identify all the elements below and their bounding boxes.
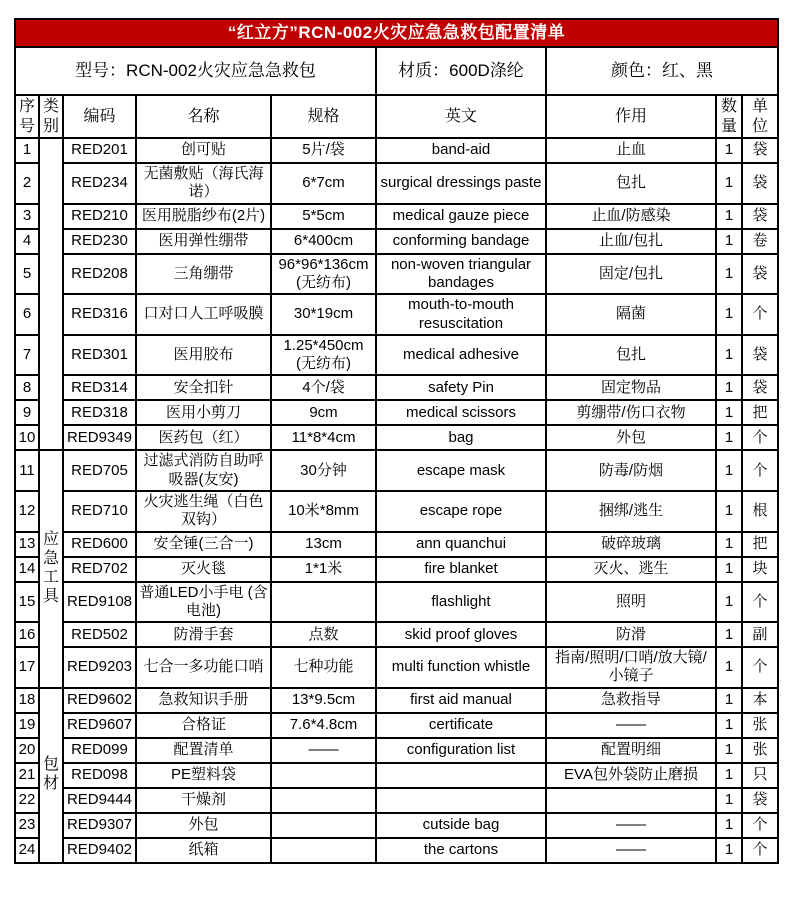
function-cell: EVA包外袋防止磨损 bbox=[546, 763, 716, 788]
spec-cell: 4个/袋 bbox=[271, 375, 376, 400]
unit-cell: 个 bbox=[742, 294, 778, 335]
table-row bbox=[15, 813, 778, 838]
code-cell: RED710 bbox=[63, 491, 136, 532]
table-row bbox=[15, 713, 778, 738]
name-cell: 七合一多功能口哨 bbox=[136, 647, 271, 688]
spec-cell bbox=[271, 788, 376, 813]
qty-cell: 1 bbox=[716, 838, 742, 863]
row-number-cell: 9 bbox=[15, 400, 39, 425]
function-cell: 剪绷带/伤口衣物 bbox=[546, 400, 716, 425]
function-cell: 包扎 bbox=[546, 163, 716, 204]
english-cell: non-woven triangular bandages bbox=[376, 254, 546, 295]
spec-cell: 七种功能 bbox=[271, 647, 376, 688]
name-cell: 防滑手套 bbox=[136, 622, 271, 647]
row-number-cell: 3 bbox=[15, 204, 39, 229]
english-cell: escape rope bbox=[376, 491, 546, 532]
table-row bbox=[15, 229, 778, 254]
english-cell bbox=[376, 788, 546, 813]
qty-cell: 1 bbox=[716, 375, 742, 400]
unit-cell: 个 bbox=[742, 450, 778, 491]
english-cell bbox=[376, 763, 546, 788]
row-number-cell: 10 bbox=[15, 425, 39, 450]
english-cell: certificate bbox=[376, 713, 546, 738]
col-header-spec: 规格 bbox=[271, 95, 376, 138]
unit-cell: 把 bbox=[742, 532, 778, 557]
code-cell: RED314 bbox=[63, 375, 136, 400]
qty-cell: 1 bbox=[716, 557, 742, 582]
function-cell: 照明 bbox=[546, 582, 716, 623]
row-number-cell: 2 bbox=[15, 163, 39, 204]
row-number-cell: 7 bbox=[15, 335, 39, 376]
qty-cell: 1 bbox=[716, 229, 742, 254]
name-cell: 合格证 bbox=[136, 713, 271, 738]
name-cell: 三角绷带 bbox=[136, 254, 271, 295]
title-row bbox=[15, 19, 778, 47]
function-cell bbox=[546, 788, 716, 813]
function-cell: —— bbox=[546, 838, 716, 863]
unit-cell: 个 bbox=[742, 647, 778, 688]
spec-cell: 6*400cm bbox=[271, 229, 376, 254]
row-number-cell: 24 bbox=[15, 838, 39, 863]
unit-cell: 袋 bbox=[742, 254, 778, 295]
function-cell: 指南/照明/口哨/放大镜/小镜子 bbox=[546, 647, 716, 688]
page-title: “红立方”RCN-002火灾应急急救包配置清单 bbox=[15, 19, 778, 47]
function-cell: 止血 bbox=[546, 138, 716, 163]
english-cell: first aid manual bbox=[376, 688, 546, 713]
spec-cell: 30分钟 bbox=[271, 450, 376, 491]
qty-cell: 1 bbox=[716, 713, 742, 738]
col-header-name: 名称 bbox=[136, 95, 271, 138]
spec-cell: 1*1米 bbox=[271, 557, 376, 582]
spec-cell: 7.6*4.8cm bbox=[271, 713, 376, 738]
english-cell: configuration list bbox=[376, 738, 546, 763]
unit-cell: 袋 bbox=[742, 163, 778, 204]
unit-cell: 个 bbox=[742, 838, 778, 863]
header-row bbox=[15, 95, 778, 138]
row-number-cell: 12 bbox=[15, 491, 39, 532]
table-row bbox=[15, 400, 778, 425]
spec-cell: 30*19cm bbox=[271, 294, 376, 335]
spec-cell bbox=[271, 763, 376, 788]
table-row bbox=[15, 622, 778, 647]
row-number-cell: 19 bbox=[15, 713, 39, 738]
english-cell: cutside bag bbox=[376, 813, 546, 838]
english-cell: fire blanket bbox=[376, 557, 546, 582]
qty-cell: 1 bbox=[716, 138, 742, 163]
function-cell: 止血/包扎 bbox=[546, 229, 716, 254]
function-cell: —— bbox=[546, 813, 716, 838]
table-row bbox=[15, 425, 778, 450]
spec-cell: —— bbox=[271, 738, 376, 763]
code-cell: RED301 bbox=[63, 335, 136, 376]
english-cell: flashlight bbox=[376, 582, 546, 623]
name-cell: 普通LED小手电 (含电池) bbox=[136, 582, 271, 623]
col-header-english: 英文 bbox=[376, 95, 546, 138]
english-cell: band-aid bbox=[376, 138, 546, 163]
qty-cell: 1 bbox=[716, 738, 742, 763]
table-row bbox=[15, 138, 778, 163]
english-cell: conforming bandage bbox=[376, 229, 546, 254]
qty-cell: 1 bbox=[716, 163, 742, 204]
table-row bbox=[15, 254, 778, 295]
code-cell: RED502 bbox=[63, 622, 136, 647]
category-cell bbox=[39, 450, 63, 687]
name-cell: 纸箱 bbox=[136, 838, 271, 863]
unit-cell: 张 bbox=[742, 713, 778, 738]
model-value: 型号：RCN-002火灾应急急救包 bbox=[15, 47, 376, 95]
table-row bbox=[15, 335, 778, 376]
unit-cell: 袋 bbox=[742, 204, 778, 229]
col-header-unit: 单位 bbox=[742, 95, 778, 138]
function-cell: 配置明细 bbox=[546, 738, 716, 763]
row-number-cell: 22 bbox=[15, 788, 39, 813]
name-cell: 医用小剪刀 bbox=[136, 400, 271, 425]
spec-cell bbox=[271, 582, 376, 623]
table-row bbox=[15, 738, 778, 763]
row-number-cell: 20 bbox=[15, 738, 39, 763]
code-cell: RED9349 bbox=[63, 425, 136, 450]
qty-cell: 1 bbox=[716, 622, 742, 647]
function-cell: 防毒/防烟 bbox=[546, 450, 716, 491]
code-cell: RED098 bbox=[63, 763, 136, 788]
unit-cell: 个 bbox=[742, 582, 778, 623]
name-cell: 创可贴 bbox=[136, 138, 271, 163]
code-cell: RED9108 bbox=[63, 582, 136, 623]
table-row bbox=[15, 163, 778, 204]
name-cell: 医药包（红） bbox=[136, 425, 271, 450]
table-row bbox=[15, 204, 778, 229]
code-cell: RED316 bbox=[63, 294, 136, 335]
code-cell: RED702 bbox=[63, 557, 136, 582]
spec-table bbox=[14, 18, 779, 864]
english-cell: skid proof gloves bbox=[376, 622, 546, 647]
spec-cell: 10米*8mm bbox=[271, 491, 376, 532]
code-cell: RED600 bbox=[63, 532, 136, 557]
spec-cell: 5片/袋 bbox=[271, 138, 376, 163]
qty-cell: 1 bbox=[716, 647, 742, 688]
code-cell: RED9444 bbox=[63, 788, 136, 813]
function-cell: —— bbox=[546, 713, 716, 738]
name-cell: 外包 bbox=[136, 813, 271, 838]
unit-cell: 袋 bbox=[742, 335, 778, 376]
english-cell: safety Pin bbox=[376, 375, 546, 400]
qty-cell: 1 bbox=[716, 335, 742, 376]
name-cell: 灭火毯 bbox=[136, 557, 271, 582]
row-number-cell: 15 bbox=[15, 582, 39, 623]
qty-cell: 1 bbox=[716, 204, 742, 229]
table-body bbox=[15, 138, 778, 863]
unit-cell: 张 bbox=[742, 738, 778, 763]
qty-cell: 1 bbox=[716, 294, 742, 335]
english-cell: medical gauze piece bbox=[376, 204, 546, 229]
code-cell: RED208 bbox=[63, 254, 136, 295]
row-number-cell: 8 bbox=[15, 375, 39, 400]
row-number-cell: 5 bbox=[15, 254, 39, 295]
name-cell: 过滤式消防自助呼吸器(友安) bbox=[136, 450, 271, 491]
function-cell: 灭火、逃生 bbox=[546, 557, 716, 582]
qty-cell: 1 bbox=[716, 688, 742, 713]
function-cell: 破碎玻璃 bbox=[546, 532, 716, 557]
row-number-cell: 1 bbox=[15, 138, 39, 163]
spec-cell: 11*8*4cm bbox=[271, 425, 376, 450]
spec-cell: 13cm bbox=[271, 532, 376, 557]
row-number-cell: 11 bbox=[15, 450, 39, 491]
qty-cell: 1 bbox=[716, 425, 742, 450]
name-cell: 口对口人工呼吸膜 bbox=[136, 294, 271, 335]
function-cell: 隔菌 bbox=[546, 294, 716, 335]
spec-cell: 1.25*450cm (无纺布) bbox=[271, 335, 376, 376]
row-number-cell: 21 bbox=[15, 763, 39, 788]
color-value: 颜色：红、黑 bbox=[546, 47, 778, 95]
row-number-cell: 23 bbox=[15, 813, 39, 838]
code-cell: RED9607 bbox=[63, 713, 136, 738]
function-cell: 包扎 bbox=[546, 335, 716, 376]
name-cell: 急救知识手册 bbox=[136, 688, 271, 713]
spec-cell: 6*7cm bbox=[271, 163, 376, 204]
spec-cell: 9cm bbox=[271, 400, 376, 425]
info-row bbox=[15, 47, 778, 95]
english-cell: multi function whistle bbox=[376, 647, 546, 688]
row-number-cell: 4 bbox=[15, 229, 39, 254]
name-cell: 安全扣针 bbox=[136, 375, 271, 400]
qty-cell: 1 bbox=[716, 254, 742, 295]
category-label: 应急工具 bbox=[42, 531, 59, 605]
qty-cell: 1 bbox=[716, 763, 742, 788]
unit-cell: 袋 bbox=[742, 375, 778, 400]
code-cell: RED9402 bbox=[63, 838, 136, 863]
code-cell: RED9203 bbox=[63, 647, 136, 688]
function-cell: 防滑 bbox=[546, 622, 716, 647]
table-row bbox=[15, 582, 778, 623]
unit-cell: 根 bbox=[742, 491, 778, 532]
qty-cell: 1 bbox=[716, 813, 742, 838]
table-row bbox=[15, 557, 778, 582]
unit-cell: 只 bbox=[742, 763, 778, 788]
spec-cell: 5*5cm bbox=[271, 204, 376, 229]
qty-cell: 1 bbox=[716, 400, 742, 425]
table-row bbox=[15, 788, 778, 813]
code-cell: RED230 bbox=[63, 229, 136, 254]
code-cell: RED099 bbox=[63, 738, 136, 763]
function-cell: 外包 bbox=[546, 425, 716, 450]
name-cell: 安全锤(三合一) bbox=[136, 532, 271, 557]
code-cell: RED9307 bbox=[63, 813, 136, 838]
col-header-code: 编码 bbox=[63, 95, 136, 138]
material-value: 材质：600D涤纶 bbox=[376, 47, 546, 95]
english-cell: the cartons bbox=[376, 838, 546, 863]
category-label: 包材 bbox=[42, 756, 59, 793]
qty-cell: 1 bbox=[716, 450, 742, 491]
row-number-cell: 17 bbox=[15, 647, 39, 688]
name-cell: 医用胶布 bbox=[136, 335, 271, 376]
category-cell bbox=[39, 138, 63, 450]
spec-cell bbox=[271, 813, 376, 838]
unit-cell: 本 bbox=[742, 688, 778, 713]
name-cell: 配置清单 bbox=[136, 738, 271, 763]
function-cell: 急救指导 bbox=[546, 688, 716, 713]
spec-cell: 96*96*136cm (无纺布) bbox=[271, 254, 376, 295]
spec-cell: 点数 bbox=[271, 622, 376, 647]
name-cell: 干燥剂 bbox=[136, 788, 271, 813]
table-row bbox=[15, 647, 778, 688]
qty-cell: 1 bbox=[716, 532, 742, 557]
code-cell: RED705 bbox=[63, 450, 136, 491]
table-row bbox=[15, 491, 778, 532]
unit-cell: 把 bbox=[742, 400, 778, 425]
table-row bbox=[15, 375, 778, 400]
qty-cell: 1 bbox=[716, 788, 742, 813]
english-cell: ann quanchui bbox=[376, 532, 546, 557]
col-header-qty: 数量 bbox=[716, 95, 742, 138]
function-cell: 固定/包扎 bbox=[546, 254, 716, 295]
function-cell: 捆绑/逃生 bbox=[546, 491, 716, 532]
unit-cell: 块 bbox=[742, 557, 778, 582]
spec-cell bbox=[271, 838, 376, 863]
unit-cell: 个 bbox=[742, 425, 778, 450]
row-number-cell: 6 bbox=[15, 294, 39, 335]
code-cell: RED210 bbox=[63, 204, 136, 229]
qty-cell: 1 bbox=[716, 491, 742, 532]
english-cell: surgical dressings paste bbox=[376, 163, 546, 204]
row-number-cell: 13 bbox=[15, 532, 39, 557]
code-cell: RED201 bbox=[63, 138, 136, 163]
col-header-no: 序号 bbox=[15, 95, 39, 138]
unit-cell: 袋 bbox=[742, 788, 778, 813]
english-cell: escape mask bbox=[376, 450, 546, 491]
table-row bbox=[15, 838, 778, 863]
table-row bbox=[15, 450, 778, 491]
code-cell: RED318 bbox=[63, 400, 136, 425]
row-number-cell: 16 bbox=[15, 622, 39, 647]
unit-cell: 副 bbox=[742, 622, 778, 647]
table-row bbox=[15, 294, 778, 335]
name-cell: 火灾逃生绳（白色双钩） bbox=[136, 491, 271, 532]
row-number-cell: 14 bbox=[15, 557, 39, 582]
code-cell: RED234 bbox=[63, 163, 136, 204]
function-cell: 止血/防感染 bbox=[546, 204, 716, 229]
english-cell: bag bbox=[376, 425, 546, 450]
function-cell: 固定物品 bbox=[546, 375, 716, 400]
col-header-category: 类别 bbox=[39, 95, 63, 138]
table-row bbox=[15, 763, 778, 788]
unit-cell: 个 bbox=[742, 813, 778, 838]
name-cell: 无菌敷贴（海氏海诺） bbox=[136, 163, 271, 204]
unit-cell: 卷 bbox=[742, 229, 778, 254]
english-cell: medical scissors bbox=[376, 400, 546, 425]
name-cell: PE塑料袋 bbox=[136, 763, 271, 788]
table-row bbox=[15, 532, 778, 557]
code-cell: RED9602 bbox=[63, 688, 136, 713]
qty-cell: 1 bbox=[716, 582, 742, 623]
unit-cell: 袋 bbox=[742, 138, 778, 163]
table-row bbox=[15, 688, 778, 713]
category-cell bbox=[39, 688, 63, 863]
spec-cell: 13*9.5cm bbox=[271, 688, 376, 713]
name-cell: 医用脱脂纱布(2片) bbox=[136, 204, 271, 229]
english-cell: medical adhesive bbox=[376, 335, 546, 376]
row-number-cell: 18 bbox=[15, 688, 39, 713]
col-header-function: 作用 bbox=[546, 95, 716, 138]
name-cell: 医用弹性绷带 bbox=[136, 229, 271, 254]
english-cell: mouth-to-mouth resuscitation bbox=[376, 294, 546, 335]
